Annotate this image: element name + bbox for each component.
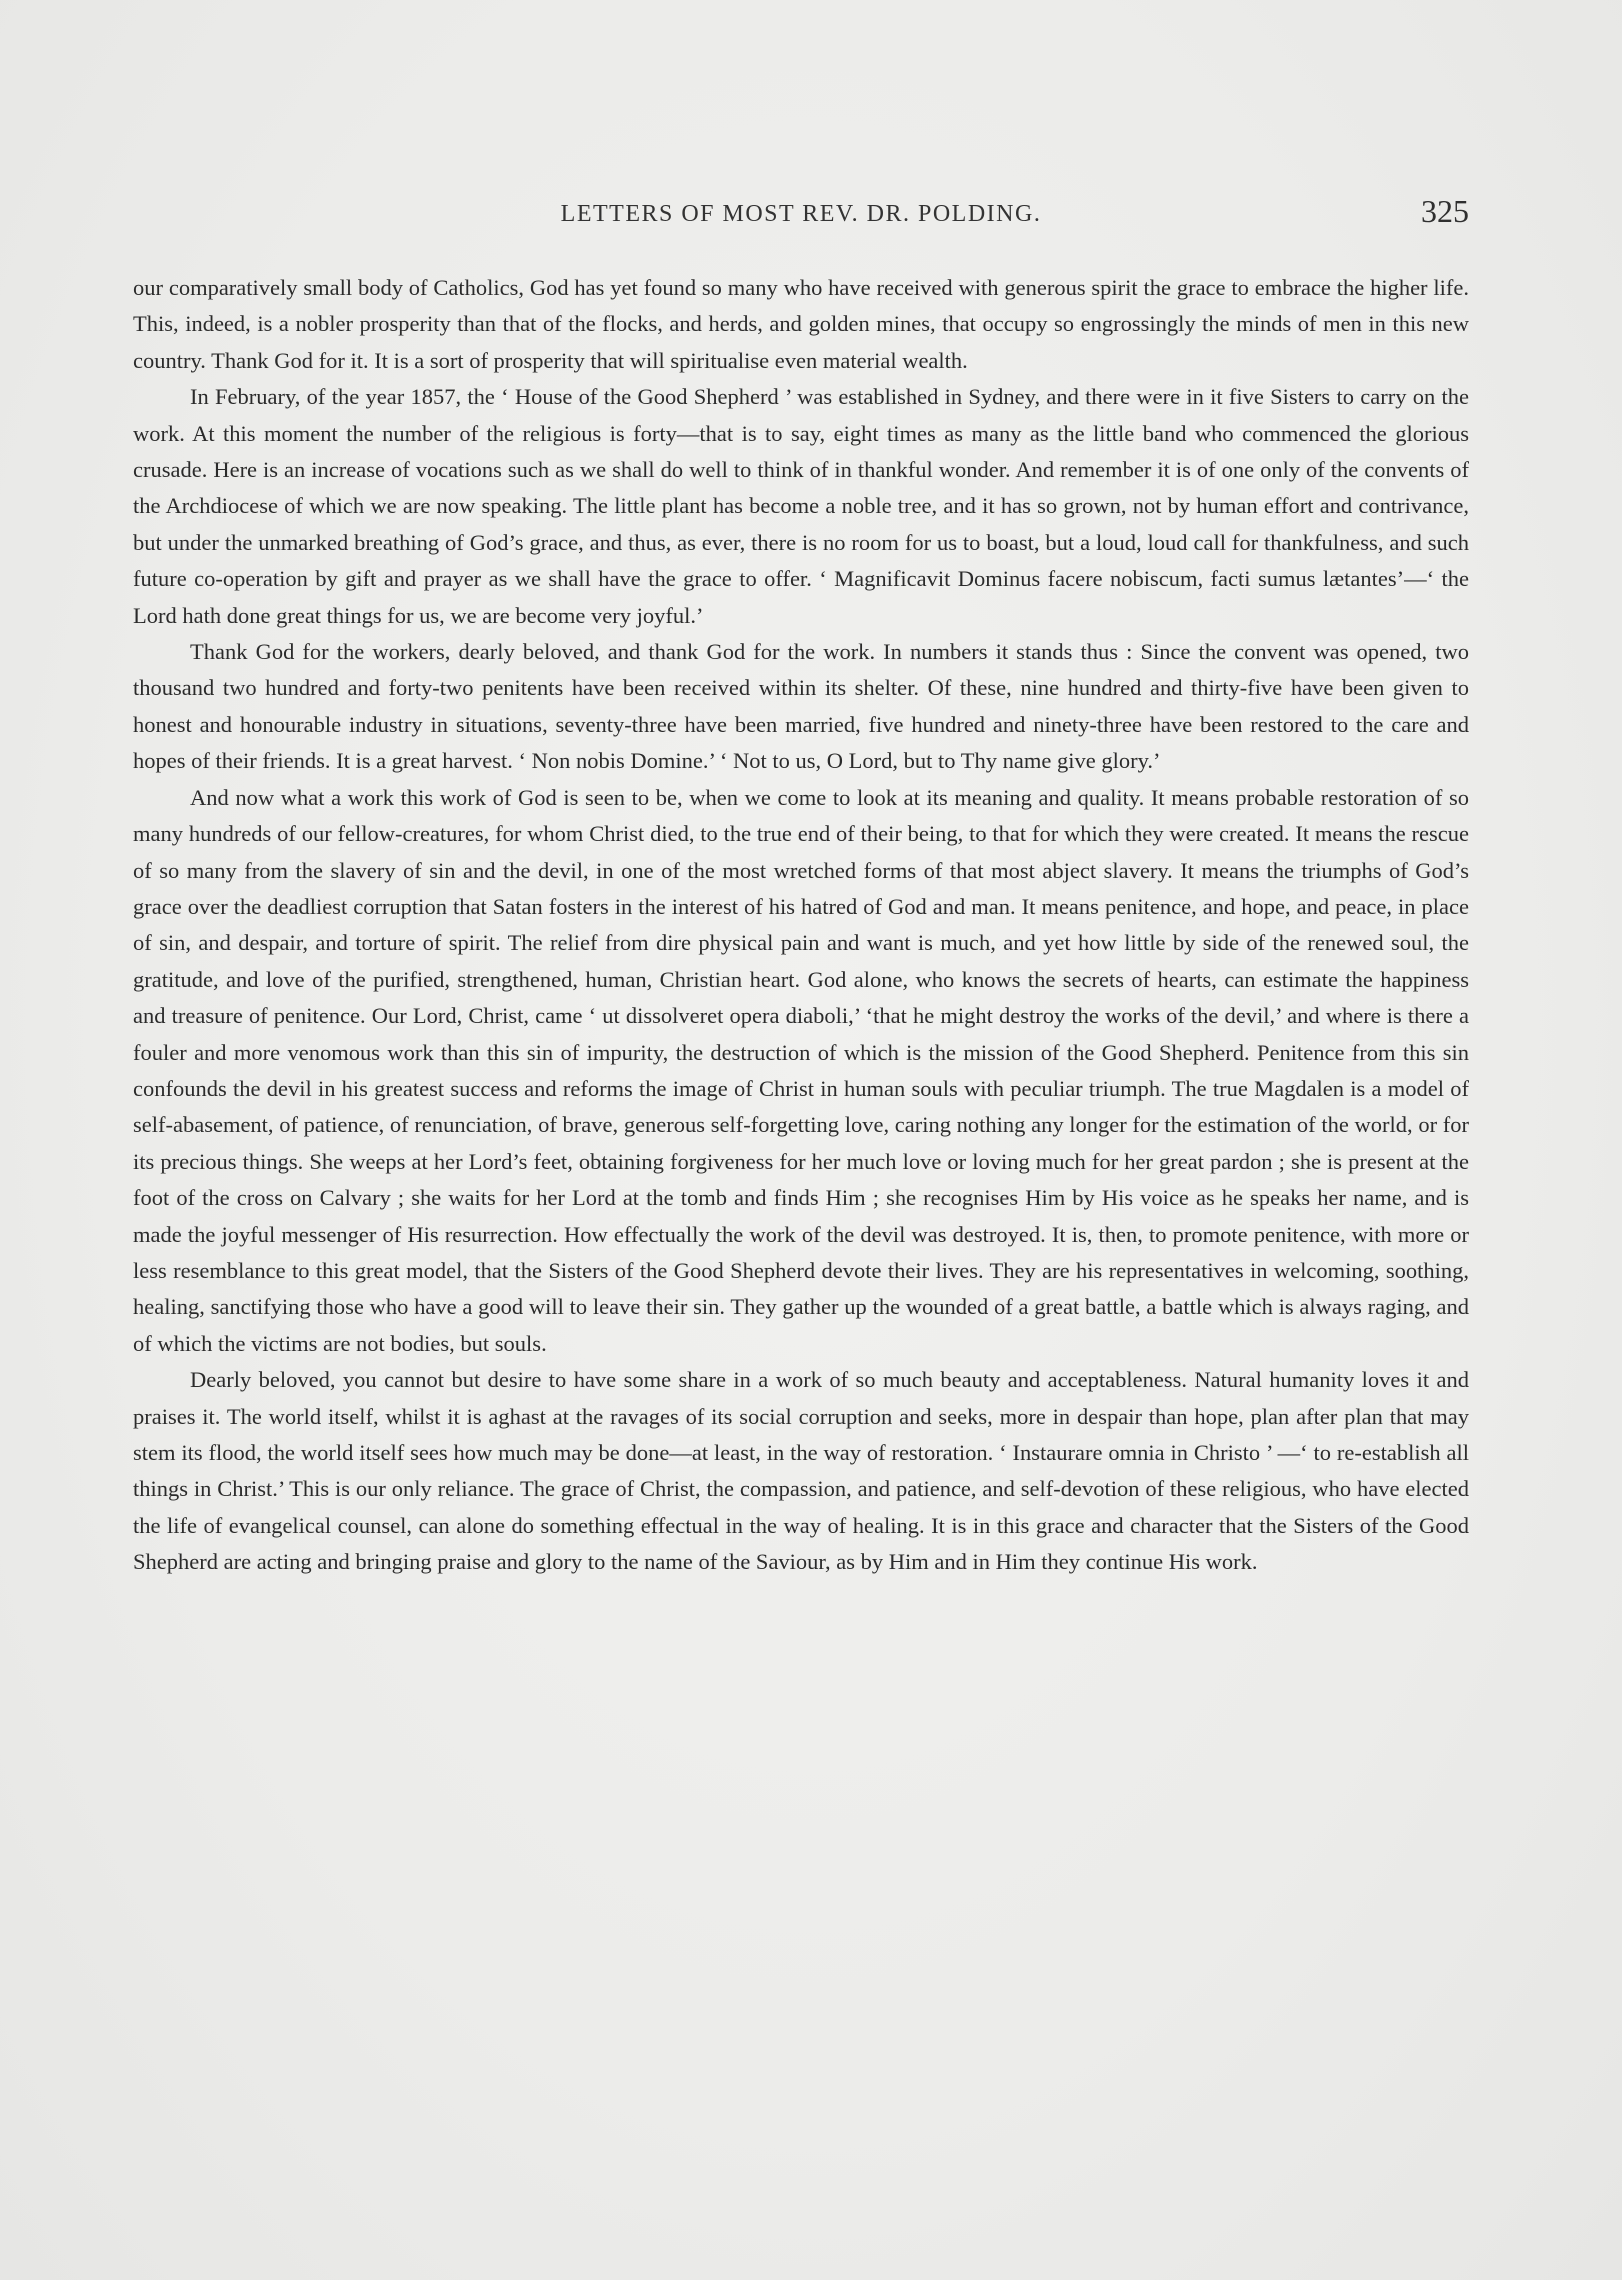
paragraph-numbers: Thank God for the workers, dearly beloved, and thank God for the work. In numbers it stands thus : Since the convent was opened, two thousand two hundred and forty-two penitents have been received within its shelter. Of these, nine hundred and thirty-five have been given to honest and honourable industry in situations, seventy-three have been married, five hundred and ninety-three have been restored to the care and hopes of their friends. It is a great harvest. ‘ Non nobis Domine.’ ‘ Not to us, O Lord, but to Thy name give glory.’ [133,639,1469,774]
running-title: LETTERS OF MOST REV. DR. POLDING. [560,201,1042,227]
paragraph-continuation: our comparatively small body of Catholics, God has yet found so many who have received with generous spirit the grace to embrace the higher life. This, indeed, is a nobler prosperity than that of the flocks, and herds, and golden mines, that occupy so engrossingly the minds of men in this new country. Thank God for it. It is a sort of prosperity that will spiritualise even material wealth. [133,275,1469,373]
page-number: 325 [1421,193,1469,229]
body-text [133,270,1469,1581]
paragraph-house-of-good-shepherd: In February, of the year 1857, the ‘ House of the Good Shepherd ’ was established in Sydney, and there were in it five Sisters to carry on the work. At this moment the number of the religious is forty—that is to say, eight times as many as the little band who commenced the glorious crusade. Here is an increase of vocations such as we shall do well to think of in thankful wonder. And remember it is of one only of the convents of the Archdiocese of which we are now speaking. The little plant has become a noble tree, and it has so grown, not by human effort and contrivance, but under the unmarked breathing of God’s grace, and thus, as ever, there is no room for us to boast, but a loud, loud call for thankfulness, and such future co-operation by gift and prayer as we shall have the grace to offer. ‘ Magnificavit Dominus facere nobiscum, facti sumus lætantes’—‘ the Lord hath done great things for us, we are become very joyful.’ [133,384,1469,628]
paragraph-meaning-of-work: And now what a work this work of God is seen to be, when we come to look at its meaning and quality. It means probable restoration of so many hundreds of our fellow-creatures, for whom Christ died, to the true end of their being, to that for which they were created. It means the rescue of so many from the slavery of sin and the devil, in one of the most wretched forms of that most abject slavery. It means the triumphs of God’s grace over the deadliest corruption that Satan fosters in the interest of his hatred of God and man. It means penitence, and hope, and peace, in place of sin, and despair, and torture of spirit. The relief from dire physical pain and want is much, and yet how little by side of the renewed soul, the gratitude, and love of the purified, strengthened, human, Christian heart. God alone, who knows the secrets of hearts, can estimate the happiness and treasure of penitence. Our Lord, Christ, came ‘ ut dissolveret opera diaboli,’ ‘that he might destroy the works of the devil,’ and where is there a fouler and more venomous work than this sin of impurity, the destruction of which is the mission of the Good Shepherd. Penitence from this sin confounds the devil in his greatest success and reforms the image of Christ in human souls with peculiar triumph. The true Magdalen is a model of self-abasement, of patience, of renunciation, of brave, generous self-forgetting love, caring nothing any longer for the estimation of the world, or for its precious things. She weeps at her Lord’s feet, obtaining forgiveness for her much love or loving much for her great pardon ; she is present at the foot of the cross on Calvary ; she waits for her Lord at the tomb and finds Him ; she recognises Him by His voice as he speaks her name, and is made the joyful messenger of His resurrection. How effectually the work of the devil was destroyed. It is, then, to promote penitence, with more or less resemblance to this great model, that the Sisters of the Good Shepherd devote their lives. They are his representatives in welcoming, soothing, healing, sanctifying those who have a good will to leave their sin. They gather up the wounded of a great battle, a battle which is always raging, and of which the victims are not bodies, but souls. [133,784,1469,1356]
running-header [133,193,1469,233]
paragraph-appeal: Dearly beloved, you cannot but desire to have some share in a work of so much beauty and acceptableness. Natural humanity loves it and praises it. The world itself, whilst it is aghast at the ravages of its social corruption and seeks, more in despair than hope, plan after plan that may stem its flood, the world itself sees how much may be done—at least, in the way of restoration. ‘ Instaurare omnia in Christo ’ —‘ to re-establish all things in Christ.’ This is our only reliance. The grace of Christ, the compassion, and patience, and self-devotion of these religious, who have elected the life of evangelical counsel, can alone do something effectual in the way of healing. It is in this grace and character that the Sisters of the Good Shepherd are acting and bringing praise and glory to the name of the Saviour, as by Him and in Him they continue His work. [133,1367,1469,1575]
